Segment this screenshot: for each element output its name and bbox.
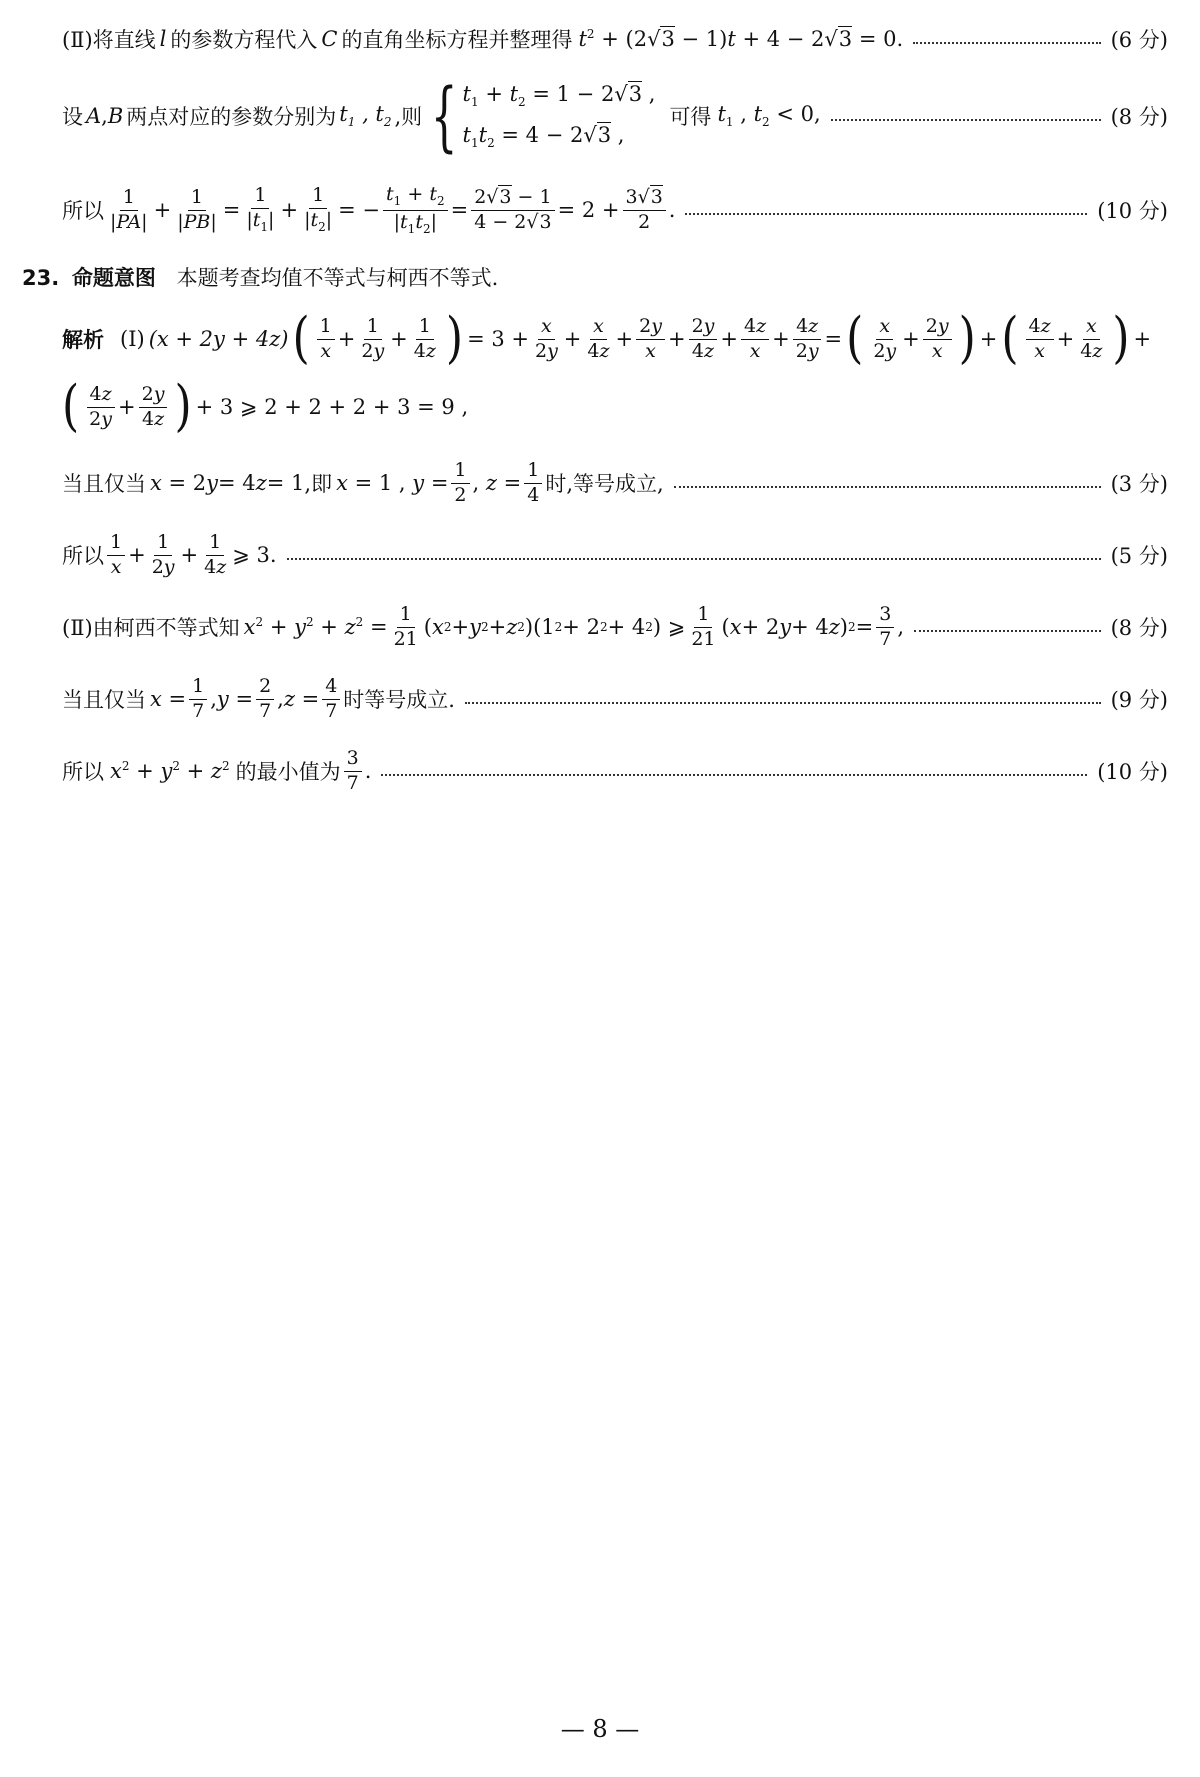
line-1-content (62, 24, 903, 54)
text: , (101, 104, 108, 128)
score-label: (10 分) (1097, 760, 1168, 785)
var-b: B (107, 104, 124, 128)
text: ,则 (394, 105, 423, 129)
question-number: 23. (22, 266, 60, 290)
leader-dots (831, 119, 1101, 121)
text: 可得 (669, 105, 712, 129)
system-row-2: $t_1t_2 = 4 - 2√3$ , (462, 123, 625, 151)
text: 所以 (62, 544, 104, 569)
leader-dots (465, 702, 1101, 704)
text: 所以 (62, 199, 104, 224)
system-row-1: $t_1 + t_2 = 1 - 2√3$ , (462, 81, 656, 109)
line-3-content: 所以 $\frac{1}{|PA|}$ + $\frac{1}{|PB|}$ = $\frac{1}{|t_1|}$ + $\frac{1}{|t_2|}$ = − $\frac{t_1 + t_2}{|t_1t_2|}$ = $\frac{2√3 - 1}{4 - 2√3}$ = 2 + $\frac{3√3}{2}$ . (62, 183, 676, 236)
text: 的直角坐标方程并整理得 (341, 28, 573, 52)
analysis-label: 解析 (62, 328, 104, 353)
text: 当且仅当 (62, 688, 146, 713)
score-label: (9 分) (1110, 688, 1168, 713)
solution-line-8 (62, 604, 1168, 651)
solution-line-2 (62, 71, 1168, 160)
intent-text: 本题考查均值不等式与柯西不等式. (176, 266, 499, 290)
text: 两点对应的参数分别为 (126, 105, 337, 129)
page-number: — 8 — (560, 1715, 640, 1743)
leader-dots (287, 558, 1101, 560)
text: 当且仅当 (62, 472, 146, 497)
text: 时,等号成立, (545, 472, 664, 497)
equation: $t^2 + (2√3 - 1)t + 4 - 2√3 = 0$. (578, 27, 904, 51)
solution-line-10 (62, 748, 1168, 795)
var-a: A (86, 104, 102, 128)
line-10-content: 所以 $x^2 + y^2 + z^2$ 的最小值为 $\frac{3}{7}$ . (62, 747, 372, 794)
text: 的参数方程代入 (170, 28, 318, 52)
solution-line-4 (62, 306, 1168, 371)
line-5-content: ( $\frac{4z}{2y}$ + $\frac{2y}{4z}$ ) + 3 ⩾ 2 + 2 + 2 + 3 = 9 , (62, 374, 469, 439)
line-6-content: 当且仅当 x = 2 y = 4 z = 1 ,即 x = 1 , y = $\frac{1}{2}$ , z = $\frac{1}{4}$ 时,等号成立, (62, 459, 664, 506)
leader-dots (685, 213, 1087, 215)
solution-line-6 (62, 460, 1168, 507)
score-label: (8 分) (1110, 616, 1168, 641)
score-label: (3 分) (1110, 472, 1168, 497)
solution-line-3 (62, 184, 1168, 236)
line-9-content: 当且仅当 x = $\frac{1}{7}$ , y = $\frac{2}{7}$ , z = $\frac{4}{7}$ 时等号成立. (62, 675, 455, 722)
score-label: (10 分) (1097, 199, 1168, 224)
solution-line-1 (62, 24, 1168, 54)
text: (Ⅱ)由柯西不等式知 (62, 616, 240, 641)
equation-system: { $t_1 + t_2 = 1 - 2√3$ , $t_1t_2 = 4 - 2√3$ , (431, 71, 656, 160)
solution-line-7 (62, 532, 1168, 579)
text: 时等号成立. (343, 688, 455, 713)
solution-line-5 (62, 374, 1168, 439)
leader-dots (381, 774, 1087, 776)
leader-dots (914, 630, 1101, 632)
line-4-content: 解析 (Ⅰ) (x + 2y + 4z) ( $\frac{1}{x}$ + $\frac{1}{2y}$ + $\frac{1}{4z}$ ) = 3 + $\frac{x}{2y}$ + $\frac{x}{4z}$ + $\frac{2y}{x}$ + $\frac{2y}{4z}$ + $\frac{4z}{x}$ + $\frac{4z}{2y}$ = ( $\frac{x}{2y}$ + $\frac{2y}{x}$ ) + ( $\frac{4z}{x}$ + $\frac{x}{4z}$ ) + (62, 306, 1152, 371)
solution-line-9 (62, 676, 1168, 723)
score-label: (8 分) (1110, 105, 1168, 129)
score-label: (6 分) (1110, 28, 1168, 52)
condition: $t_1$ , $t_2 < 0$, (717, 102, 821, 130)
line-2-content (62, 71, 821, 160)
part-label: (Ⅰ) (120, 327, 145, 352)
params: $t_1$ , $t_2$ (339, 102, 392, 130)
leader-dots (674, 486, 1101, 488)
var-l: l (159, 27, 167, 51)
intent-label: 命题意图 (71, 266, 156, 290)
text: ,即 (304, 472, 333, 497)
text: 的最小值为 (235, 760, 341, 785)
var-c: C (321, 27, 338, 51)
line-8-content: (Ⅱ)由柯西不等式知 $x^2 + y^2 + z^2$ = $\frac{1}{21}$ ( x 2 + y 2 + z 2 )(1 2 + 2 2 + 4 2 ) ⩾ $\frac{1}{21}$ ( x + 2 y + 4 z ) 2 = $\frac{3}{7}$ , (62, 603, 905, 650)
score-label: (5 分) (1110, 544, 1168, 569)
line-7-content: 所以 $\frac{1}{x}$ + $\frac{1}{2y}$ + $\frac{1}{4z}$ ⩾ 3. (62, 531, 277, 578)
question-23-heading (22, 262, 498, 292)
leader-dots (913, 42, 1100, 44)
text: 设 (62, 105, 83, 129)
text: 所以 (62, 760, 104, 785)
text: (Ⅱ)将直线 (62, 28, 156, 52)
